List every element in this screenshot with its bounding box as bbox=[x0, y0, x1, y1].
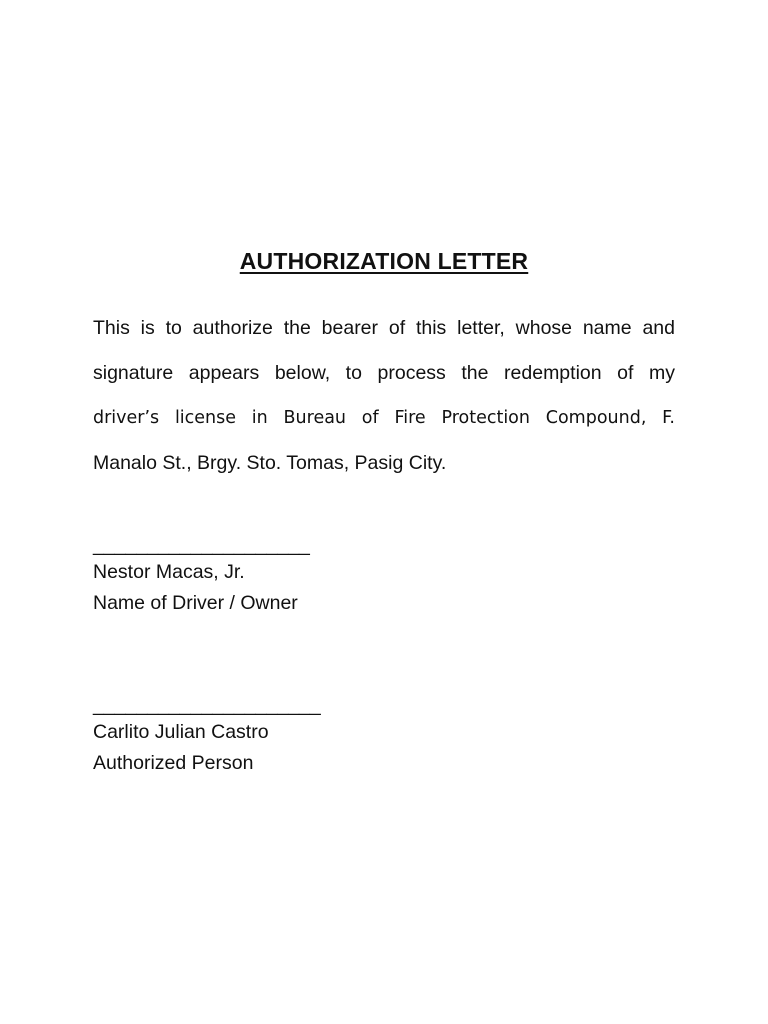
authorized-signature-line: _____________________ bbox=[93, 694, 321, 716]
driver-signature-line: ____________________ bbox=[93, 534, 310, 556]
body-line-4: Manalo St., Brgy. Sto. Tomas, Pasig City. bbox=[93, 452, 447, 474]
letter-title: AUTHORIZATION LETTER bbox=[239, 248, 529, 274]
body-line-2: signature appears below, to process the redemption of my bbox=[93, 362, 675, 384]
driver-name: Nestor Macas, Jr. bbox=[93, 561, 245, 583]
driver-signature-block bbox=[93, 535, 310, 619]
body-line-3: driver’s license in Bureau of Fire Protection Compound, F. bbox=[93, 408, 675, 428]
letter-body bbox=[93, 306, 675, 486]
authorized-role: Authorized Person bbox=[93, 752, 254, 774]
driver-role: Name of Driver / Owner bbox=[93, 592, 298, 614]
authorized-signature-block bbox=[93, 695, 321, 779]
body-line-1: This is to authorize the bearer of this letter, whose name and bbox=[93, 317, 675, 339]
authorized-name: Carlito Julian Castro bbox=[93, 721, 269, 743]
